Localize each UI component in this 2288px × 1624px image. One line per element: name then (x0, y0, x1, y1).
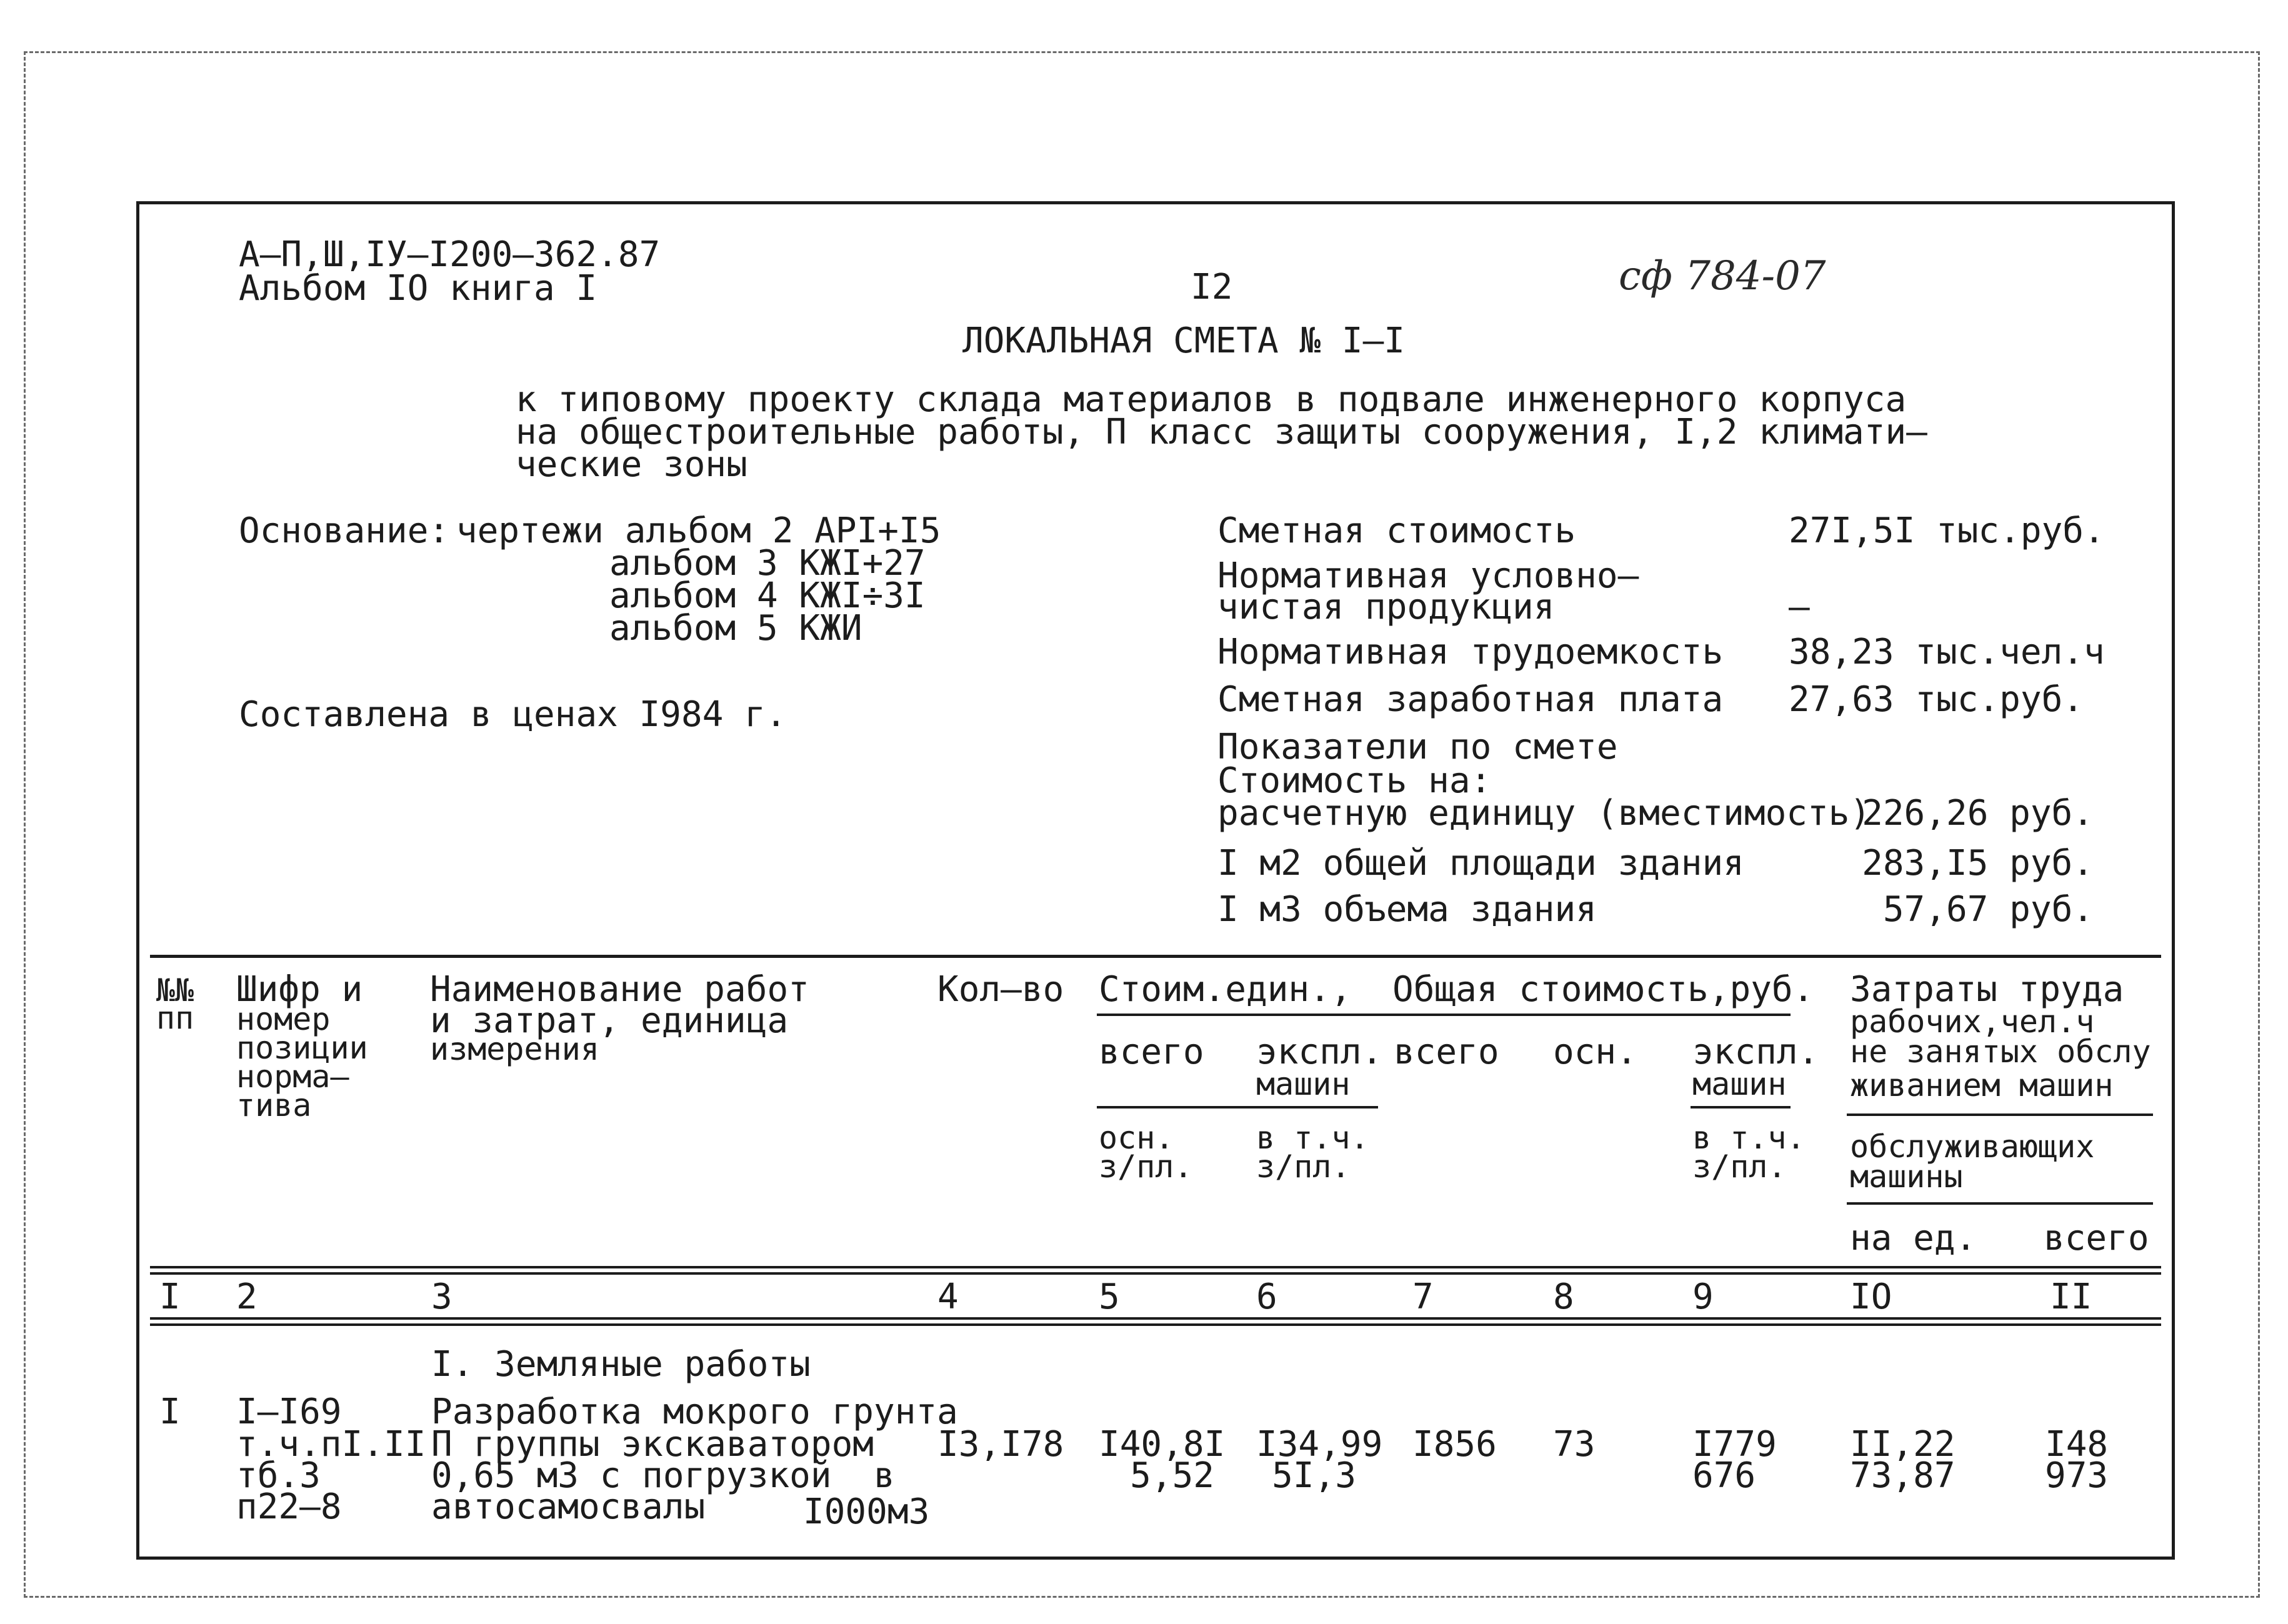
unit-cost-sub-rule (1097, 1106, 1378, 1108)
estimated-cost-label: Сметная стоимость (1217, 511, 1576, 551)
row-name-line-3: 0,65 м3 с погрузкой в (431, 1455, 895, 1496)
col10-header: на ед. (1850, 1218, 1977, 1258)
basis-line-4: альбом 5 КЖИ (609, 608, 862, 649)
col9-header-bottom-2: з/пл. (1692, 1148, 1787, 1185)
col3-header-line-1: Наименование работ (430, 969, 809, 1010)
page-number: I2 (1191, 267, 1233, 307)
row-labor-total-2: 973 (2045, 1455, 2109, 1496)
col2-header-line-2: номер (236, 1001, 331, 1037)
row-total-mach-wage: 676 (1692, 1455, 1756, 1496)
labor-sub-header-line-1: обслуживающих (1850, 1128, 2095, 1165)
subtitle-line-3: ческие зоны (516, 444, 747, 485)
column-number-11: II (2050, 1277, 2092, 1317)
labor-sub-rule (1847, 1202, 2153, 1205)
normative-product-label-2: чистая продукция (1217, 587, 1555, 627)
column-number-2: 2 (236, 1277, 257, 1317)
m2-cost-label: I м2 общей площади здания (1217, 843, 1744, 884)
mach-sub-rule (1691, 1106, 1791, 1108)
labor-sub-header-line-2: машины (1850, 1158, 1963, 1195)
row-unit-mach-wage: 5I,3 (1272, 1455, 1356, 1496)
row-unit-cost-total: I40,8I (1099, 1424, 1226, 1465)
album-label: Альбом IO книга I (239, 268, 597, 309)
col5-header-bottom-2: з/пл. (1099, 1148, 1193, 1185)
basis-line-2: альбом 3 КЖI+27 (609, 543, 926, 584)
column-number-4: 4 (937, 1277, 959, 1317)
normative-product-label-1: Нормативная условно– (1217, 555, 1639, 596)
col8-header: осн. (1553, 1032, 1637, 1072)
row-labor-per-unit-2: 73,87 (1850, 1455, 1956, 1496)
column-number-3: 3 (431, 1277, 452, 1317)
handwritten-note: сф 784-07 (1619, 253, 1826, 299)
column-numbers-rule-1 (150, 1317, 2161, 1320)
col2-header-line-3: позиции (236, 1030, 368, 1066)
basis-label: Основание: (239, 511, 450, 551)
wages-value: 27,63 тыс.руб. (1789, 679, 2084, 720)
col6-header-bottom-1: в т.ч. (1256, 1120, 1369, 1156)
col6-header-top-2: машин (1256, 1066, 1351, 1102)
labor-group-header-line-4: живанием машин (1850, 1067, 2114, 1103)
row-number: I (159, 1392, 181, 1432)
col2-header-line-1: Шифр и (236, 969, 363, 1010)
basis-line-1: чертежи альбом 2 АРI+I5 (456, 511, 941, 551)
section-title: I. Земляные работы (431, 1344, 811, 1385)
basis-line-3: альбом 4 КЖI÷3I (609, 575, 926, 616)
column-number-1: I (159, 1277, 181, 1317)
col3-header-line-2: и затрат, единица (430, 1000, 789, 1041)
m3-cost-label: I м3 объема здания (1217, 889, 1597, 930)
row-unit-mach-cost: I34,99 (1256, 1424, 1383, 1465)
column-number-5: 5 (1099, 1277, 1120, 1317)
col9-header-bottom-1: в т.ч. (1692, 1120, 1806, 1156)
header-bottom-rule-2 (150, 1272, 2161, 1275)
column-numbers-rule-2 (150, 1323, 2161, 1326)
row-total-cost: I856 (1412, 1424, 1497, 1465)
col5-header-bottom-1: осн. (1099, 1120, 1174, 1156)
col6-header-top-1: экспл. (1256, 1032, 1383, 1072)
table-top-rule (150, 955, 2161, 958)
prices-note: Составлена в ценах I984 г. (239, 694, 787, 735)
document-title: ЛОКАЛЬНАЯ СМЕТА № I–I (962, 321, 1406, 361)
row-total-wage: 73 (1553, 1424, 1596, 1465)
wages-label: Сметная заработная плата (1217, 679, 1724, 720)
labor-group-header-line-2: рабочих,чел.ч (1850, 1004, 2095, 1040)
col3-header-line-3: измерения (430, 1031, 599, 1067)
row-name-line-1: Разработка мокрого грунта (431, 1392, 958, 1432)
row-code-line-4: п22–8 (236, 1487, 342, 1527)
estimated-cost-value: 27I,5I тыс.руб. (1789, 511, 2105, 551)
subtitle-line-2: на общестроительные работы, П класс защиты сооружения, I,2 климати– (516, 412, 1927, 452)
row-quantity: I3,I78 (937, 1424, 1064, 1465)
column-number-10: IO (1850, 1277, 1892, 1317)
col1-header-line-1: №№ (156, 972, 194, 1009)
col7-header: всего (1394, 1032, 1499, 1072)
cost-per-label: Стоимость на: (1217, 760, 1492, 801)
column-number-9: 9 (1692, 1277, 1714, 1317)
row-code-line-1: I–I69 (236, 1392, 342, 1432)
labor-group-rule (1847, 1113, 2153, 1116)
column-number-8: 8 (1553, 1277, 1574, 1317)
col4-header: Кол–во (937, 969, 1064, 1010)
row-unit: I000м3 (803, 1492, 930, 1532)
row-labor-per-unit-1: II,22 (1850, 1424, 1956, 1465)
unit-cost-label: расчетную единицу (вместимость) (1217, 793, 1871, 834)
row-code-line-3: тб.3 (236, 1455, 321, 1496)
total-cost-group-header: Общая стоимость,руб. (1392, 969, 1814, 1010)
cost-group-rule (1097, 1014, 1791, 1016)
col5-header-top: всего (1099, 1032, 1204, 1072)
unit-cost-group-header: Стоим.един., (1099, 969, 1352, 1010)
row-name-line-4: автосамосвалы (431, 1487, 706, 1527)
col11-header: всего (2044, 1218, 2149, 1258)
row-unit-cost-wage: 5,52 (1130, 1455, 1214, 1496)
m3-cost-value: 57,67 руб. (1882, 889, 2094, 930)
row-total-mach: I779 (1692, 1424, 1777, 1465)
col6-header-bottom-2: з/пл. (1256, 1148, 1351, 1185)
subtitle-line-1: к типовому проекту склада материалов в подвале инженерного корпуса (516, 379, 1907, 420)
unit-cost-value: 226,26 руб. (1862, 793, 2094, 834)
labor-group-header-line-3: не занятых обслу (1850, 1034, 2151, 1070)
row-labor-total-1: I48 (2045, 1424, 2109, 1465)
document-code: А–П,Ш,IУ–I200–362.87 (239, 234, 661, 275)
indicators-label: Показатели по смете (1217, 727, 1618, 767)
column-number-6: 6 (1256, 1277, 1277, 1317)
row-code-line-2: т.ч.пI.II (236, 1424, 426, 1465)
col2-header-line-4: норма– (236, 1059, 349, 1095)
row-name-line-2: П группы экскаватором (431, 1424, 874, 1465)
col2-header-line-5: тива (236, 1087, 312, 1123)
col1-header-line-2: пп (156, 1000, 194, 1036)
m2-cost-value: 283,I5 руб. (1862, 843, 2094, 884)
col9-header-top-1: экспл. (1692, 1032, 1819, 1072)
normative-product-value: – (1789, 587, 1810, 627)
column-number-7: 7 (1412, 1277, 1434, 1317)
labor-group-header-line-1: Затраты труда (1850, 969, 2124, 1010)
labor-intensity-value: 38,23 тыс.чел.ч (1789, 632, 2105, 672)
labor-intensity-label: Нормативная трудоемкость (1217, 632, 1724, 672)
header-bottom-rule-1 (150, 1266, 2161, 1268)
col9-header-top-2: машин (1692, 1066, 1787, 1102)
